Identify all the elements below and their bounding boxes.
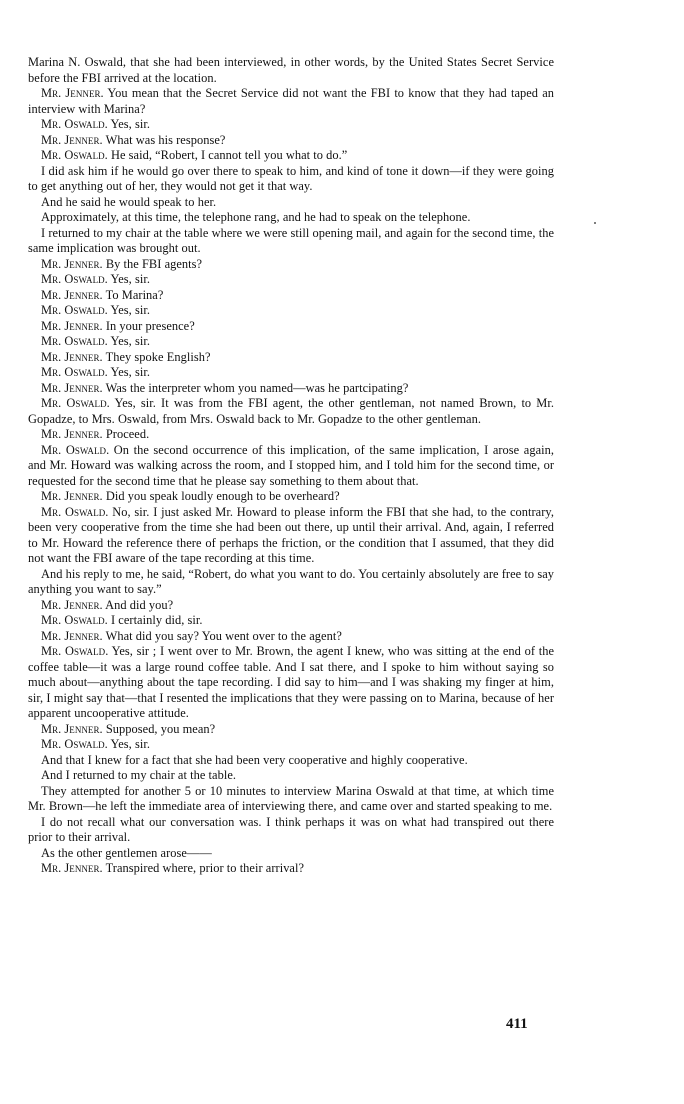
speaker-label: Mr. Oswald.	[41, 504, 109, 519]
speaker-label: Mr. Jenner.	[41, 628, 103, 643]
speaker-label: Mr. Jenner.	[41, 132, 103, 147]
paragraph-text: I returned to my chair at the table where we were still opening mail, and again for the second time, the same implication was brought out.	[28, 225, 554, 255]
paragraph-text: Yes, sir.	[110, 272, 150, 286]
transcript-paragraph	[28, 753, 554, 769]
transcript-paragraph	[28, 257, 554, 273]
speaker-label: Mr. Jenner.	[41, 318, 103, 333]
speaker-label: Mr. Oswald.	[41, 644, 109, 658]
speaker-label: Mr. Oswald.	[41, 148, 108, 162]
transcript-paragraph	[28, 861, 554, 877]
paragraph-text: Transpired where, prior to their arrival?	[105, 861, 305, 875]
paragraph-text: Yes, sir.	[110, 365, 150, 379]
paragraph-text: They attempted for another 5 or 10 minutes to interview Marina Oswald at that time, at which time Mr. Brown—he left the immediate area of interviewing there, and came over and started speaking to me.	[28, 783, 554, 813]
paragraph-text: By the FBI agents?	[105, 256, 203, 271]
speaker-label: Mr. Oswald.	[41, 334, 108, 348]
paragraph-text: To Marina?	[105, 287, 164, 302]
speaker-label: Mr. Oswald.	[41, 303, 108, 317]
paragraph-text: Yes, sir.	[110, 737, 150, 751]
paragraph-text: Supposed, you mean?	[105, 721, 216, 736]
transcript-paragraph	[28, 784, 554, 815]
page-number: 411	[506, 1016, 528, 1032]
transcript-paragraph	[28, 427, 554, 443]
transcript-paragraph	[28, 210, 554, 226]
paragraph-text: In your presence?	[105, 318, 195, 333]
transcript-paragraph	[28, 629, 554, 645]
transcript-paragraph	[28, 567, 554, 598]
transcript-paragraph	[28, 164, 554, 195]
transcript-body	[28, 55, 554, 877]
transcript-paragraph	[28, 443, 554, 490]
speaker-label: Mr. Oswald.	[41, 272, 108, 286]
transcript-paragraph	[28, 319, 554, 335]
transcript-paragraph	[28, 226, 554, 257]
speaker-label: Mr. Oswald.	[41, 442, 110, 457]
paragraph-text: Marina N. Oswald, that she had been interviewed, in other words, by the United States Secret Service before the FBI arrived at the location.	[28, 55, 554, 85]
paragraph-text: Did you speak loudly enough to be overheard?	[105, 489, 340, 503]
transcript-paragraph	[28, 722, 554, 738]
transcript-paragraph	[28, 148, 554, 164]
transcript-paragraph	[28, 117, 554, 133]
transcript-paragraph	[28, 288, 554, 304]
transcript-paragraph	[28, 644, 554, 722]
speaker-label: Mr. Jenner.	[41, 287, 103, 302]
speaker-label: Mr. Oswald.	[41, 737, 108, 751]
speaker-label: Mr. Jenner.	[41, 721, 103, 736]
paragraph-text: And he said he would speak to her.	[41, 194, 217, 209]
speaker-label: Mr. Jenner.	[41, 597, 103, 612]
transcript-paragraph	[28, 55, 554, 86]
speaker-label: Mr. Oswald.	[41, 396, 110, 410]
paragraph-text: And I returned to my chair at the table.	[41, 768, 237, 782]
speaker-label: Mr. Jenner.	[41, 380, 103, 395]
paragraph-text: I certainly did, sir.	[110, 613, 203, 627]
transcript-paragraph	[28, 365, 554, 381]
transcript-paragraph	[28, 846, 554, 862]
transcript-paragraph	[28, 334, 554, 350]
transcript-paragraph	[28, 272, 554, 288]
paragraph-text: I did ask him if he would go over there to speak to him, and kind of tone it down—if they were going to get anything out of her, they would not get it that way.	[28, 163, 554, 193]
transcript-paragraph	[28, 489, 554, 505]
paragraph-text: He said, “Robert, I cannot tell you what to do.”	[110, 148, 348, 162]
speaker-label: Mr. Jenner.	[41, 427, 103, 441]
speaker-label: Mr. Jenner.	[41, 86, 104, 100]
paragraph-text: Was the interpreter whom you named—was he partcipating?	[105, 380, 409, 395]
transcript-paragraph	[28, 133, 554, 149]
paragraph-text: And did you?	[105, 597, 174, 612]
paragraph-text: And his reply to me, he said, “Robert, do what you want to do. You certainly absolutely are free to say anything you want to say.”	[28, 566, 554, 596]
page-speck	[594, 222, 596, 224]
transcript-paragraph	[28, 613, 554, 629]
transcript-paragraph	[28, 505, 554, 567]
transcript-paragraph	[28, 768, 554, 784]
paragraph-text: Yes, sir.	[110, 117, 150, 131]
speaker-label: Mr. Jenner.	[41, 256, 103, 271]
speaker-label: Mr. Oswald.	[41, 613, 108, 627]
transcript-paragraph	[28, 737, 554, 753]
paragraph-text: Yes, sir.	[110, 303, 150, 317]
transcript-paragraph	[28, 815, 554, 846]
paragraph-text: Yes, sir ; I went over to Mr. Brown, the agent I knew, who was sitting at the end of the coffee table—it was a large round coffee table. And I sat there, and I spoke to him without saying so much about—anything about the tape recording. I did say to him—and I was shaking my finger at him, sir, I might say that—that I resented the implications that they were passing on to Marina, because of her apparent uncooperative attitude.	[28, 644, 554, 720]
speaker-label: Mr. Oswald.	[41, 365, 108, 379]
transcript-paragraph	[28, 381, 554, 397]
paragraph-text: What did you say? You went over to the agent?	[105, 628, 342, 643]
transcript-paragraph	[28, 598, 554, 614]
paragraph-text: You mean that the Secret Service did not want the FBI to know that they had taped an interview with Marina?	[28, 86, 555, 116]
paragraph-text: What was his response?	[105, 132, 226, 147]
paragraph-text: They spoke English?	[105, 349, 211, 364]
paragraph-text: Yes, sir. It was from the FBI agent, the other gentleman, not named Brown, to Mr. Gopadze, to Mrs. Oswald, from Mrs. Oswald back to Mr. Gopadze to the other gentleman.	[28, 396, 555, 426]
speaker-label: Mr. Jenner.	[41, 489, 103, 503]
speaker-label: Mr. Jenner.	[41, 349, 103, 364]
paragraph-text: No, sir. I just asked Mr. Howard to please inform the FBI that she had, to the contrary, been very cooperative from the time she had been out there, up until their arrival. And, again, I referred to Mr. Howard the reference there of perhaps the friction, or the condition that I assumed, that they did not want the FBI aware of the tape recording at this time.	[28, 504, 554, 565]
transcript-paragraph	[28, 195, 554, 211]
paragraph-text: As the other gentlemen arose——	[41, 845, 212, 860]
paragraph-text: On the second occurrence of this implication, of the same implication, I arose again, and Mr. Howard was walking across the room, and I stopped him, and I told him for the second time, or requested for the second time that he please say something to them about that.	[28, 442, 554, 488]
transcript-paragraph	[28, 86, 554, 117]
speaker-label: Mr. Oswald.	[41, 117, 108, 131]
paragraph-text: And that I knew for a fact that she had been very cooperative and highly cooperative.	[41, 752, 468, 767]
transcript-paragraph	[28, 350, 554, 366]
speaker-label: Mr. Jenner.	[41, 861, 103, 875]
paragraph-text: Proceed.	[105, 427, 150, 441]
paragraph-text: Approximately, at this time, the telephone rang, and he had to speak on the telephone.	[41, 210, 471, 224]
paragraph-text: Yes, sir.	[110, 334, 150, 348]
transcript-paragraph	[28, 396, 554, 427]
transcript-paragraph	[28, 303, 554, 319]
paragraph-text: I do not recall what our conversation was. I think perhaps it was on what had transpired out there prior to their arrival.	[28, 814, 554, 844]
